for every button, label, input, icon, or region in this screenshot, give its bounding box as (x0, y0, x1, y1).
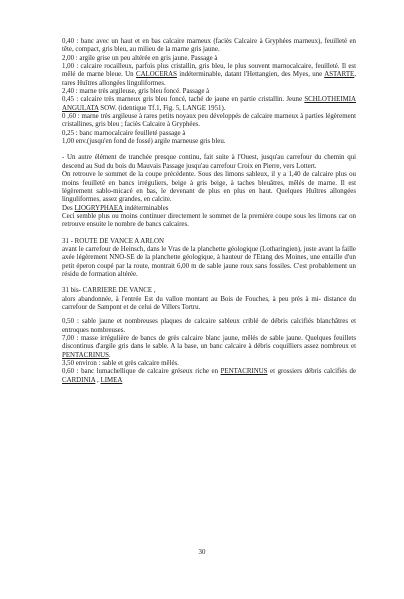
fossil-name: LIMEA (100, 376, 123, 384)
section-heading: 31 - ROUTE DE VANCE A ARLON (62, 237, 164, 245)
fossil-name: SCHLOTHEIMIA ANGULATA (62, 96, 356, 112)
fossil-name: CARDINIA (62, 376, 96, 384)
paragraph: 2,00 : argile grise un peu altérée en gris jaune. Passage à (62, 54, 218, 62)
paragraph: 1,00 env.(jusqu'en fond de fossé) argile marneuse gris bleu. (62, 138, 226, 146)
spacer (62, 146, 356, 154)
fossil-name: ASTARTE (324, 71, 355, 79)
text-run: SOW. (identique Tf.1, Fig. 5, LANGE 1951). (98, 104, 226, 112)
paragraph: On retrouve le sommet de la coupe précédente. Sous des limons sableux, il y a 1,40 de calcaire plus ou moins feuilleté en bancs irréguliers, beige à gris beige, à taches bleuâtres, mêlés de marne. Il est légèrement sablo-micacé en bas, le devenant de plus en plus en haut. Quelques Huîtres allongées linguliformes, assez grandes, en calcite. (62, 171, 356, 204)
text-run: 0,60 : banc lumachellique de calcaire gréseux riche en (62, 368, 221, 376)
text-run: et grossiers débris calcifiés de (267, 368, 357, 376)
paragraph: 0,40 : banc avec un haut et en bas calcaire marneux (faciès Calcaire à Gryphées marneux), feuilleté en tête, compact, gris bleu, au milieu de la marne gris jaune. (62, 38, 356, 54)
fossil-name: LIOGRYPHAEA (74, 204, 123, 212)
paragraph: Ceci semble plus ou moins continuer directement le sommet de la première coupe sous les limons car on retrouve ensuite le nombre de bancs calcaires. (62, 212, 356, 229)
paragraph: 2,40 : marne très argileuse, gris bleu foncé. Passage à (62, 88, 210, 96)
spacer (62, 230, 356, 238)
paragraph: - Un autre élément de tranchée presque continu, fait suite à l'Ouest, jusqu'au carrefour du chemin qui descend au Sud du bois du Mauvais Passage jusqu'au carrefour Croix en Pierre, vers Lottert. (62, 154, 356, 170)
paragraph (62, 335, 356, 360)
paragraph (62, 96, 356, 113)
paragraph: 0 ,60 : marne très argileuse à rares petits noyaux peu développés de calcaire marneux à parties légèrement cristallines, gris bleu ; faciès Calcaire à Gryphées. (62, 113, 356, 129)
text-run: , (95, 376, 101, 384)
paragraph: 3,50 environ : sable et grès calcaire mêlés. (62, 360, 179, 368)
text-run: , rares Huîtres allongées linguliformes. (62, 71, 356, 87)
fossil-name: PENTACRINUS (62, 351, 109, 359)
fossil-name: CALOCERAS (135, 71, 177, 79)
paragraph (62, 205, 356, 213)
text-run: 7,00 : masse irrégulière de bancs de grès calcaire blanc jaune, mêlés de sable jaune. Quelques feuillets discontinus d'argile gris dans le sable. A la base, un banc calcaire à débris coquilliers assez nombreux et (62, 335, 356, 351)
text-run: indéterminables (122, 204, 169, 212)
page-number: 30 (198, 549, 206, 556)
paragraph (62, 368, 356, 385)
section-heading: 31 bis- CARRIERE DE VANCE , (62, 287, 156, 295)
text-run: 0,45 : calcaire très marneux gris bleu foncé, taché de jaune en partie cristallin. Jeune (62, 96, 305, 104)
text-run: 1,00 : calcaire rocailleux, parfois plus cristallin, gris bleu, le plus souvent marnocalcaire, feuilleté. Il est mêlé de marne bleue. Un (62, 63, 356, 79)
fossil-name: PENTACRINUS (220, 368, 268, 376)
text-run: Des (62, 204, 75, 212)
paragraph: 0,50 : sable jaune et nombreuses plaques de calcaire sableux criblé de débris calcifiés blanchâtres et entroques nombreuses. (62, 318, 356, 334)
spacer (62, 279, 356, 287)
paragraph: avant le carrefour de Heinsch, dans le Vras de la planchette géologique (Lotharingien), juste avant la faille axée légèrement NNO-SE de la planchette géologique, à hauteur de l'Etang des Moines, une entaille d'un petit éperon coupé par la route, montrait 6,00 m de sable jaune roux sans fossiles. C'est probablement un résidu de formation altérée. (62, 245, 356, 278)
paragraph: 0,25 : banc marnocalcaire feuilleté passage à (62, 129, 186, 137)
text-run: . (108, 351, 111, 359)
page-content (62, 38, 356, 385)
paragraph: alors abandonnée, à l'entrée Est du vallon montant au Bois de Fouches, à peu près à mi- distance du carrefour de Sampont et de celui de Villers Tortru. (62, 295, 356, 311)
paragraph (62, 63, 356, 88)
text-run: indéterminable, datant l'Hettangien, des Myes, une (176, 71, 325, 79)
